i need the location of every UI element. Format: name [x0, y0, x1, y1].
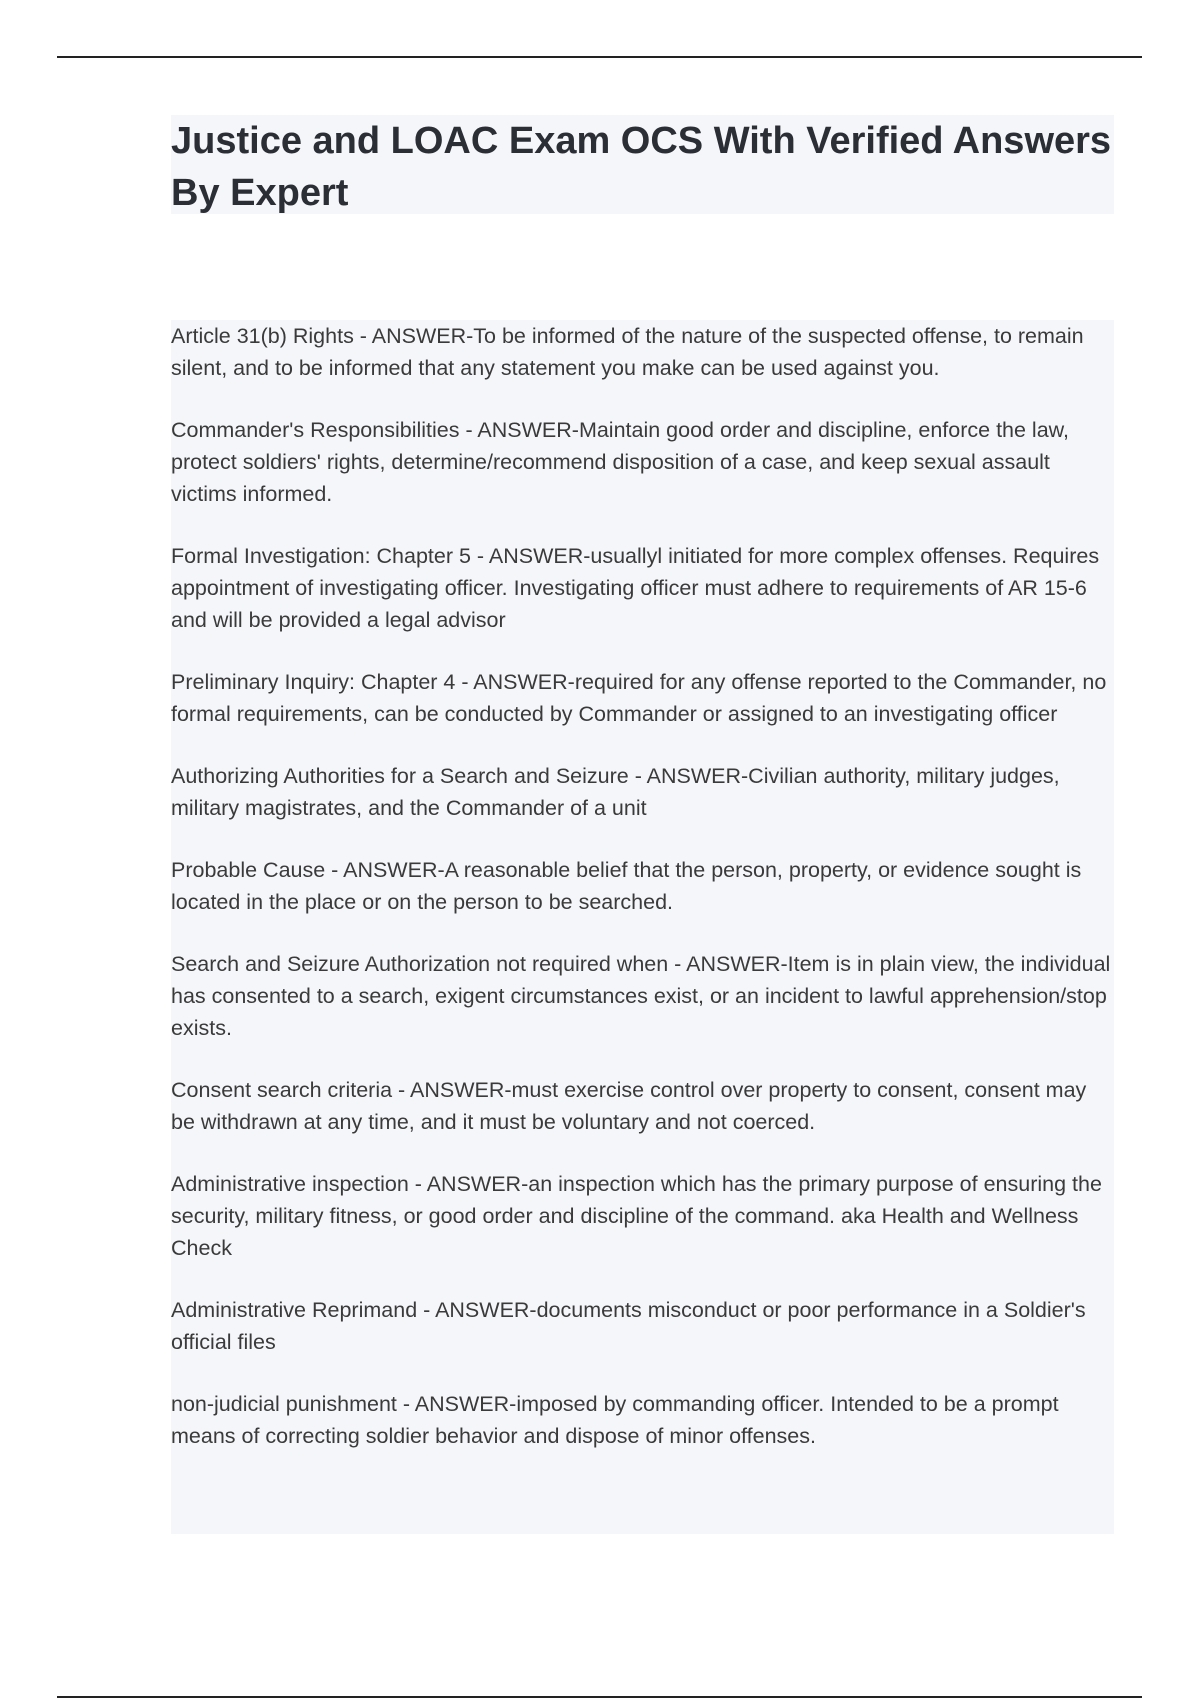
document-title: Justice and LOAC Exam OCS With Verified Answers By Expert	[171, 120, 1112, 214]
qa-entry: Article 31(b) Rights - ANSWER-To be informed of the nature of the suspected offense, to remain silent, and to be informed that any statement you make can be used against you.	[171, 324, 1084, 380]
title-block	[171, 115, 1114, 214]
header-rule	[57, 56, 1142, 58]
qa-entry: Commander's Responsibilities - ANSWER-Maintain good order and discipline, enforce the law, protect soldiers' rights, determine/recommend disposition of a case, and keep sexual assault victims informed.	[171, 418, 1069, 506]
qa-entry: Authorizing Authorities for a Search and Seizure - ANSWER-Civilian authority, military judges, military magistrates, and the Commander of a unit	[171, 764, 1060, 820]
qa-entry: Formal Investigation: Chapter 5 - ANSWER-usuallyl initiated for more complex offenses. Requires appointment of investigating officer. Investigating officer must adhere to requirements of AR 15-6 and will be provided a legal advisor	[171, 544, 1100, 632]
footer-rule	[57, 1696, 1142, 1698]
qa-entry: Probable Cause - ANSWER-A reasonable belief that the person, property, or evidence sought is located in the place or on the person to be searched.	[171, 858, 1082, 914]
qa-entry: non-judicial punishment - ANSWER-imposed by commanding officer. Intended to be a prompt means of correcting soldier behavior and dispose of minor offenses.	[171, 1392, 1059, 1448]
qa-entry: Preliminary Inquiry: Chapter 4 - ANSWER-required for any offense reported to the Commander, no formal requirements, can be conducted by Commander or assigned to an investigating officer	[171, 670, 1107, 726]
qa-entry: Administrative Reprimand - ANSWER-documents misconduct or poor performance in a Soldier's official files	[171, 1298, 1086, 1354]
qa-entry: Consent search criteria - ANSWER-must exercise control over property to consent, consent may be withdrawn at any time, and it must be voluntary and not coerced.	[171, 1078, 1087, 1134]
qa-entry: Search and Seizure Authorization not required when - ANSWER-Item is in plain view, the individual has consented to a search, exigent circumstances exist, or an incident to lawful apprehension/stop exists.	[171, 952, 1111, 1040]
content-block	[171, 320, 1114, 1534]
qa-entry: Administrative inspection - ANSWER-an inspection which has the primary purpose of ensuring the security, military fitness, or good order and discipline of the command. aka Health and Wellness Check	[171, 1172, 1102, 1260]
